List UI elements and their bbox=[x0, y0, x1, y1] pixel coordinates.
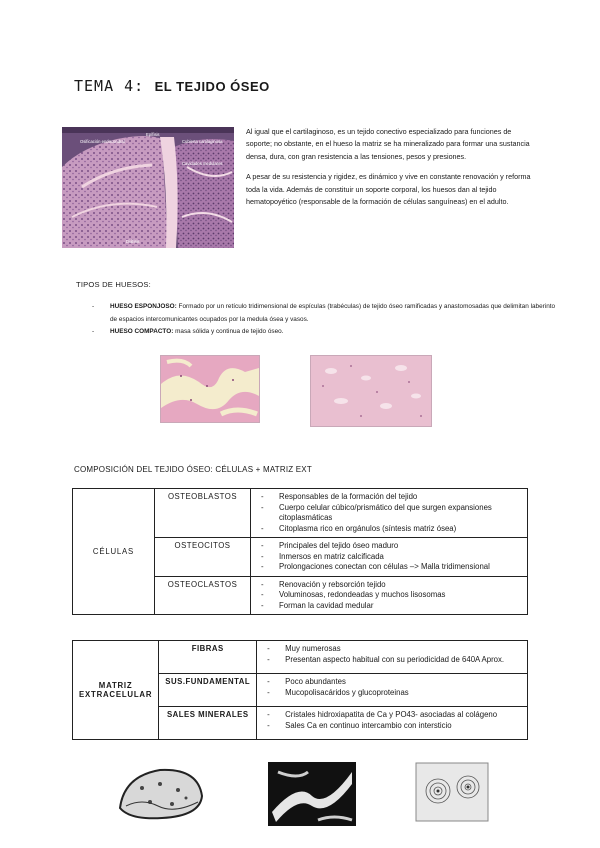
list-item: - Cristales hidroxiapatita de Ca y PO43- asociadas al colágeno bbox=[263, 710, 521, 721]
list-item: - Voluminosas, redondeadas y muchos lisosomas bbox=[257, 590, 521, 601]
types-list bbox=[92, 301, 562, 339]
theme-title: EL TEJIDO ÓSEO bbox=[154, 79, 270, 94]
cells-group-label: CÉLULAS bbox=[73, 489, 155, 615]
spongy-bone-micrograph bbox=[160, 355, 260, 423]
bone-cross-section-sketch bbox=[112, 758, 210, 824]
cell-type-name: OSTEOCITOS bbox=[155, 538, 251, 577]
intro-paragraph-2: A pesar de su resistencia y rigidez, es dinámico y vive en constante renovación y reforma toda la vida. Además de constituir un soporte corporal, los huesos dan al tejido hematopoyético (responsable de la formación de células sanguíneas) en el adulto. bbox=[246, 172, 531, 207]
spongy-bone-image bbox=[161, 356, 259, 422]
matrix-group-line-2: EXTRACELULAR bbox=[79, 690, 153, 699]
type-term: HUESO COMPACTO: bbox=[110, 328, 174, 336]
list-item: - Forman la cavidad medular bbox=[257, 601, 521, 612]
cell-type-name: OSTEOCLASTOS bbox=[155, 576, 251, 615]
cell-type-details bbox=[251, 538, 528, 577]
list-item: - Presentan aspecto habitual con su periodicidad de 640A Aprox. bbox=[263, 655, 521, 666]
list-item: - Sales Ca en continuo intercambio con intersticio bbox=[263, 721, 521, 732]
label-diaphysis: Diáfisis bbox=[126, 239, 140, 244]
label-epiphysis: Epífisis bbox=[146, 132, 160, 137]
list-item: - Mucopolisacáridos y glucoproteinas bbox=[263, 688, 521, 699]
bone-sketch-3 bbox=[412, 757, 492, 827]
list-item: - Inmersos en matriz calcificada bbox=[257, 552, 521, 563]
matrix-component-details bbox=[257, 641, 528, 674]
label-cartilage: Cubierta cartilaginosa bbox=[182, 139, 223, 144]
composition-heading: COMPOSICIÓN DEL TEJIDO ÓSEO: CÉLULAS + MATRIZ EXT bbox=[74, 465, 312, 474]
list-item bbox=[92, 301, 562, 326]
list-item: - Poco abundantes bbox=[263, 677, 521, 688]
osteon-sketch bbox=[412, 757, 492, 827]
matrix-table bbox=[72, 640, 528, 740]
theme-label: TEMA 4: bbox=[74, 77, 145, 95]
list-item: - Responsables de la formación del tejido bbox=[257, 492, 521, 503]
label-cavities: Cavidades medulares bbox=[182, 161, 223, 166]
matrix-component-name: SUS.FUNDAMENTAL bbox=[159, 674, 257, 707]
type-text: masa sólida y continua de tejido óseo. bbox=[173, 328, 284, 336]
intro-paragraph-1: Al igual que el cartilaginoso, es un tejido conectivo especializado para funciones de soporte; no obstante, en el hueso la matriz se ha mineralizado para formar una sustancia densa, dura, con gran resistencia a las tensiones, pesos y presiones. bbox=[246, 127, 530, 161]
bone-sketch-1 bbox=[112, 758, 210, 824]
bone-histology-figure bbox=[62, 127, 234, 248]
cell-type-details bbox=[251, 489, 528, 538]
intro-text bbox=[246, 126, 536, 216]
matrix-component-name: SALES MINERALES bbox=[159, 707, 257, 740]
cell-type-name: OSTEOBLASTOS bbox=[155, 489, 251, 538]
list-item: - Renovación y rebsorción tejido bbox=[257, 580, 521, 591]
compact-bone-image bbox=[311, 356, 431, 426]
matrix-group-label bbox=[73, 641, 159, 740]
compact-bone-micrograph bbox=[310, 355, 432, 427]
list-item: - Principales del tejido óseo maduro bbox=[257, 541, 521, 552]
types-heading: TIPOS DE HUESOS: bbox=[76, 280, 151, 289]
cell-type-details bbox=[251, 576, 528, 615]
list-item bbox=[92, 326, 562, 339]
table-row bbox=[73, 489, 528, 538]
bone-trabecula-sketch bbox=[268, 762, 356, 826]
page-title bbox=[74, 77, 270, 95]
list-item: - Prolongaciones conectan con células –> Malla tridimensional bbox=[257, 562, 521, 573]
list-item: - Muy numerosas bbox=[263, 644, 521, 655]
bone-histology-illustration bbox=[62, 127, 234, 248]
cells-table bbox=[72, 488, 528, 615]
matrix-group-line-1: MATRIZ bbox=[98, 681, 133, 690]
matrix-component-name: FIBRAS bbox=[159, 641, 257, 674]
matrix-component-details bbox=[257, 674, 528, 707]
label-ossification: Osificación endocondral bbox=[80, 139, 125, 144]
matrix-component-details bbox=[257, 707, 528, 740]
bone-sketch-2 bbox=[268, 762, 356, 826]
type-term: HUESO ESPONJOSO: bbox=[110, 303, 177, 310]
list-item: - Citoplasma rico en orgánulos (síntesis matriz ósea) bbox=[257, 524, 521, 535]
list-item: - Cuerpo celular cúbico/prismático del que surgen expansiones citoplasmáticas bbox=[257, 503, 521, 524]
type-text: Formado por un retículo tridimensional de espículas (trabéculas) de tejido óseo ramificadas y anastomosadas que delimitan laberinto de espacios intercomunicantes ocupados por la medula ósea y vasos. bbox=[110, 303, 556, 323]
table-row bbox=[73, 641, 528, 674]
